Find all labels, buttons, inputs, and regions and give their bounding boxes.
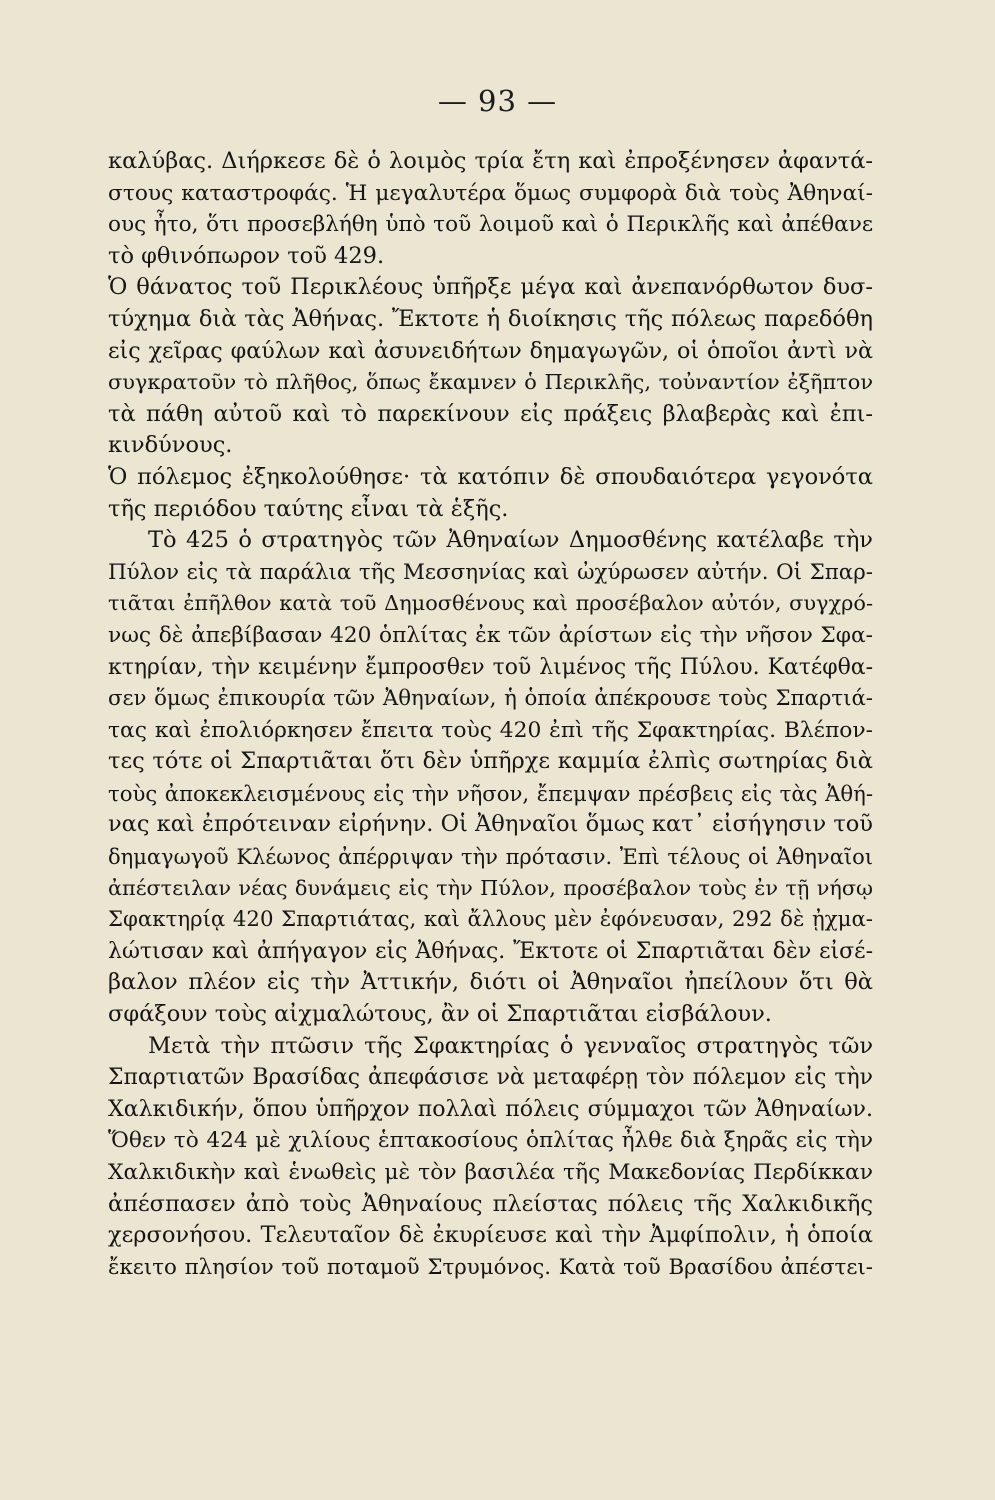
paragraph — [108, 462, 873, 525]
text-line: βαλον πλέον εἰς τὴν Ἀττικήν, διότι οἱ Ἀθηναῖοι ἠπείλουν ὅτι θὰ — [108, 969, 873, 996]
text-line: κινδύνους. — [108, 432, 233, 459]
text-line: τὰ πάθη αὐτοῦ καὶ τὸ παρεκίνουν εἰς πράξεις βλαβερὰς καὶ ἐπι- — [108, 400, 873, 427]
text-line: νως δὲ ἀπεβίβασαν 420 ὁπλίτας ἐκ τῶν ἀρίστων εἰς τὴν νῆσον Σφα- — [108, 622, 873, 648]
text-line: τας καὶ ἐπολιόρκησεν ἔπειτα τοὺς 420 ἐπὶ τῆς Σφακτηρίας. Βλέπον- — [108, 717, 873, 743]
text-line: συγκρατοῦν τὸ πλῆθος, ὅπως ἔκαμνεν ὁ Περικλῆς, τοὐναντίον ἐξῆπτον — [108, 370, 873, 395]
text-line: σεν ὅμως ἐπικουρία τῶν Ἀθηναίων, ἡ ὁποία ἀπέκρουσε τοὺς Σπαρτιά- — [108, 686, 873, 712]
page-number: — 93 — — [437, 84, 558, 118]
text-line: δημαγωγοῦ Κλέωνος ἀπέρριψαν τὴν πρότασιν. Ἐπὶ τέλους οἱ Ἀθηναῖοι — [108, 844, 873, 870]
text-line: χερσονήσου. Τελευταῖον δὲ ἐκυρίευσε καὶ τὴν Ἀμφίπολιν, ἡ ὁποία — [108, 1222, 873, 1249]
text-line: τῆς περιόδου ταύτης εἶναι τὰ ἑξῆς. — [108, 495, 509, 522]
text-line: Σφακτηρίᾳ 420 Σπαρτιάτας, καὶ ἄλλους μὲν ἐφόνευσαν, 292 δὲ ᾐχμα- — [108, 907, 873, 933]
text-line: καλύβας. Διήρκεσε δὲ ὁ λοιμὸς τρία ἔτη καὶ ἐπροξένησεν ἀφαντά- — [108, 148, 873, 174]
text-line: ἀπέσπασεν ἀπὸ τοὺς Ἀθηναίους πλείστας πόλεις τῆς Χαλκιδικῆς — [108, 1190, 873, 1217]
text-line: τὸ φθινόπωρον τοῦ 429. — [108, 242, 385, 269]
paragraph — [108, 1031, 873, 1284]
text-line: Χαλκιδικὴν καὶ ἑνωθεὶς μὲ τὸν βασιλέα τῆς Μακεδονίας Περδίκκαν — [108, 1160, 873, 1185]
text-line: τιᾶται ἐπῆλθον κατὰ τοῦ Δημοσθένους καὶ προσέβαλον αὐτόν, συγχρό- — [108, 591, 873, 616]
text-line: Σπαρτιατῶν Βρασίδας ἀπεφάσισε νὰ μεταφέρῃ τὸν πόλεμον εἰς τὴν — [108, 1065, 873, 1091]
text-line: εἰς χεῖρας φαύλων καὶ ἀσυνειδήτων δημαγωγῶν, οἱ ὁποῖοι ἀντὶ νὰ — [108, 337, 873, 364]
text-line: σφάξουν τοὺς αἰχμαλώτους, ἂν οἱ Σπαρτιᾶται εἰσβάλουν. — [108, 1001, 772, 1028]
text-line: ἔκειτο πλησίον τοῦ ποταμοῦ Στρυμόνος. Κατὰ τοῦ Βρασίδου ἀπέστει- — [108, 1254, 873, 1280]
text-line: ους ἦτο, ὅτι προσεβλήθη ὑπὸ τοῦ λοιμοῦ καὶ ὁ Περικλῆς καὶ ἀπέθανε — [108, 212, 873, 238]
text-line: Μετὰ τὴν πτῶσιν τῆς Σφακτηρίας ὁ γενναῖος στρατηγὸς τῶν — [148, 1032, 873, 1059]
text-line: Ὁ πόλεμος ἐξηκολούθησε· τὰ κατόπιν δὲ σπουδαιότερα γεγονότα — [108, 463, 873, 490]
text-line: νας καὶ ἐπρότειναν εἰρήνην. Οἱ Ἀθηναῖοι ὅμως κατ᾽ εἰσήγησιν τοῦ — [108, 811, 873, 838]
text-line: τύχημα διὰ τὰς Ἀθήνας. Ἔκτοτε ἡ διοίκησις τῆς πόλεως παρεδόθη — [108, 305, 873, 332]
text-line: τες τότε οἱ Σπαρτιᾶται ὅτι δὲν ὑπῆρχε καμμία ἐλπὶς σωτηρίας διὰ — [108, 748, 873, 775]
paragraph — [108, 146, 873, 272]
paragraph — [108, 525, 873, 1031]
text-line: κτηρίαν, τὴν κειμένην ἔμπροσθεν τοῦ λιμένος τῆς Πύλου. Κατέφθα- — [108, 654, 873, 680]
text-line: Πύλον εἰς τὰ παράλια τῆς Μεσσηνίας καὶ ὠχύρωσεν αὐτήν. Οἱ Σπαρ- — [108, 559, 873, 585]
text-line: Τὸ 425 ὁ στρατηγὸς τῶν Ἀθηναίων Δημοσθένης κατέλαβε τὴν — [148, 527, 873, 554]
text-line: Ὅθεν τὸ 424 μὲ χιλίους ἑπτακοσίους ὁπλίτας ἦλθε διὰ ξηρᾶς εἰς τὴν — [108, 1128, 873, 1154]
text-line: ἀπέστειλαν νέας δυνάμεις εἰς τὴν Πύλον, προσέβαλον τοὺς ἐν τῇ νήσῳ — [108, 875, 873, 900]
text-line: στους καταστροφάς. Ἡ μεγαλυτέρα ὅμως συμφορὰ διὰ τοὺς Ἀθηναί- — [108, 180, 873, 206]
text-line: λώτισαν καὶ ἀπήγαγον εἰς Ἀθήνας. Ἔκτοτε οἱ Σπαρτιᾶται δὲν εἰσέ- — [108, 938, 873, 964]
paragraph — [108, 272, 873, 462]
body-text — [108, 146, 873, 1283]
text-line: τοὺς ἀποκεκλεισμένους εἰς τὴν νῆσον, ἔπεμψαν πρέσβεις εἰς τὰς Ἀθή- — [108, 780, 873, 806]
text-line: Ὁ θάνατος τοῦ Περικλέους ὑπῆρξε μέγα καὶ ἀνεπανόρθωτον δυσ- — [108, 274, 873, 301]
text-line: Χαλκιδικήν, ὅπου ὑπῆρχον πολλαὶ πόλεις σύμμαχοι τῶν Ἀθηναίων. — [108, 1095, 873, 1122]
